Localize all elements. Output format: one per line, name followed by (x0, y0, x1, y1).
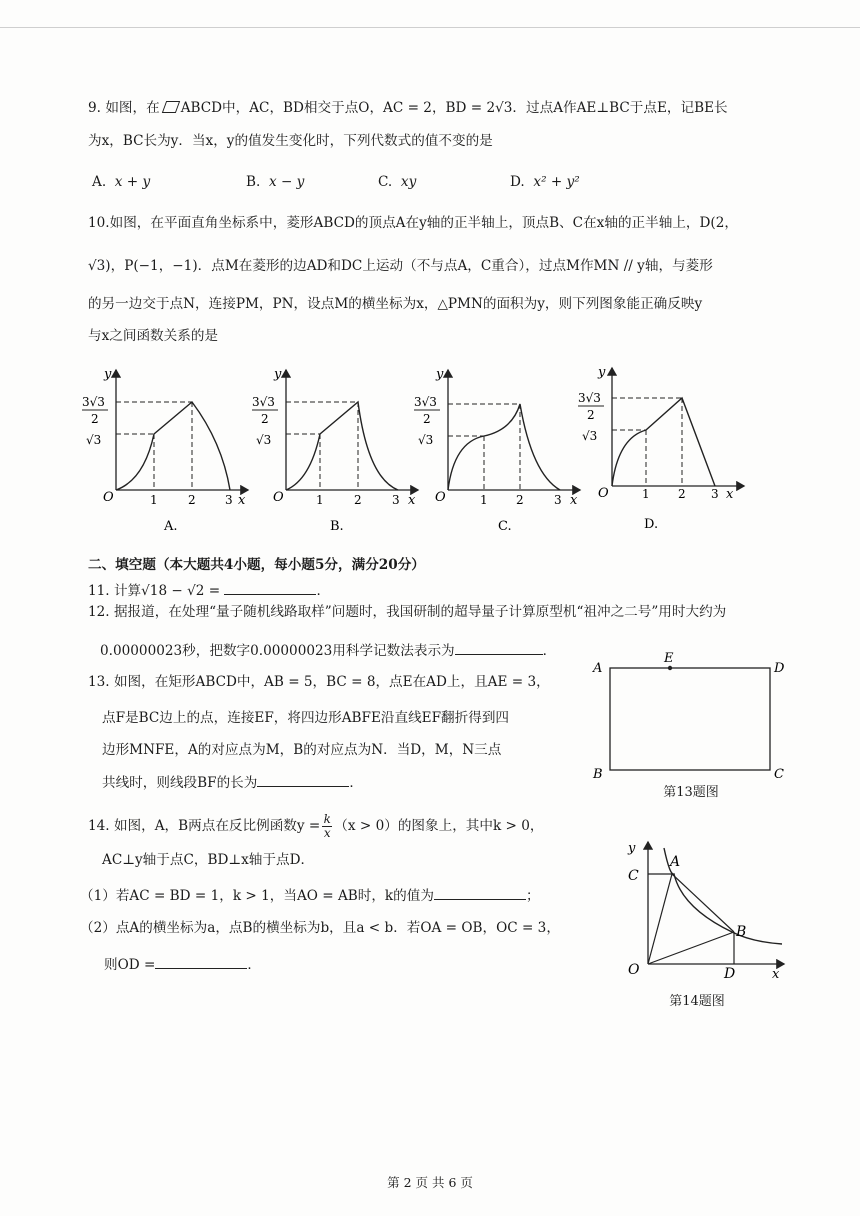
q14-caption: 第14题图 (669, 994, 725, 1009)
page-top-rule (0, 27, 860, 28)
q9-option-a: A. x + y (92, 174, 151, 190)
svg-text:x: x (772, 967, 780, 982)
svg-text:B.: B. (330, 519, 344, 534)
q10-line3: 的另一边交于点N，连接PM，PN，设点M的横坐标为x，△PMN的面积为y，则下列图象能正确反映y (88, 296, 703, 312)
svg-text:y: y (274, 367, 282, 382)
svg-text:3: 3 (554, 493, 562, 507)
svg-text:x: x (238, 493, 246, 508)
svg-text:1: 1 (316, 493, 324, 507)
svg-text:x: x (408, 493, 416, 508)
q10-line2: √3)，P(−1，−1)．点M在菱形的边AD和DC上运动（不与点A，C重合），过点M作MN // y轴，与菱形 (88, 258, 713, 274)
svg-text:3√3: 3√3 (414, 395, 437, 409)
svg-text:√3: √3 (582, 429, 598, 443)
q10-graph-c (414, 362, 590, 538)
q9-option-d: D. x² + y² (510, 174, 580, 190)
q14-part1-answer-blank[interactable] (434, 885, 526, 900)
q13-answer-blank[interactable] (257, 772, 349, 787)
svg-text:2: 2 (516, 493, 524, 507)
svg-text:2: 2 (261, 412, 269, 426)
q10-line1: 10.如图，在平面直角坐标系中，菱形ABCD的顶点A在y轴的正半轴上，顶点B、C在x轴的正半轴上，D(2， (88, 215, 738, 231)
svg-text:√3: √3 (86, 433, 102, 447)
q14-part1: （1）若AC = BD = 1，k > 1，当AO = AB时，k的值为 ； (80, 885, 540, 906)
svg-text:D.: D. (644, 517, 659, 532)
q14-part2-tail: 则OD = ． (104, 954, 261, 975)
svg-text:√3: √3 (418, 433, 434, 447)
q9-line2: 为x，BC长为y．当x，y的值发生变化时，下列代数式的值不变的是 (88, 133, 493, 149)
svg-text:O: O (435, 490, 446, 505)
q13-caption: 第13题图 (663, 785, 719, 800)
q14-fraction-denominator: x (323, 826, 331, 840)
q9-option-b: B. x − y (246, 174, 305, 190)
svg-text:2: 2 (587, 408, 595, 422)
svg-text:x: x (570, 493, 578, 508)
svg-text:3: 3 (225, 493, 233, 507)
q9-line1: 9. 如图，在 ABCD中，AC，BD相交于点O，AC = 2，BD = 2√3．过点A作AE⊥BC于点E，记BE长 (88, 100, 728, 116)
svg-text:1: 1 (642, 487, 650, 501)
q14-line1: 14. 如图，A，B两点在反比例函数y = $\frac{k}{x}$ （x > 0）的图象上，其中k > 0， (88, 812, 544, 840)
svg-text:3√3: 3√3 (82, 395, 105, 409)
q11: 11. 计算√18 − √2 = ． (88, 580, 330, 601)
svg-text:A.: A. (164, 519, 178, 534)
svg-text:A: A (593, 661, 603, 676)
q12-answer-blank[interactable] (455, 640, 543, 655)
svg-text:O: O (628, 962, 640, 978)
svg-text:y: y (436, 367, 444, 382)
svg-text:A: A (670, 854, 681, 870)
svg-text:y: y (104, 367, 112, 382)
q13-line1: 13. 如图，在矩形ABCD中，AB = 5，BC = 8，点E在AD上，且AE = 3， (88, 674, 550, 690)
q14-part2: （2）点A的横坐标为a，点B的横坐标为b，且a < b．若OA = OB，OC = 3， (80, 920, 560, 936)
svg-text:C: C (628, 868, 639, 884)
svg-text:2: 2 (354, 493, 362, 507)
q13-line4: 共线时，则线段BF的长为 ． (102, 772, 363, 793)
q12-line1: 12. 据报道，在处理“量子随机线路取样”问题时，我国研制的超导量子计算原型机“祖冲之二号”用时大约为 (88, 604, 727, 620)
svg-text:y: y (598, 365, 606, 380)
svg-text:D: D (724, 966, 736, 982)
svg-text:2: 2 (678, 487, 686, 501)
svg-text:B: B (736, 924, 747, 940)
svg-text:C.: C. (498, 519, 512, 534)
svg-text:1: 1 (480, 493, 488, 507)
svg-text:1: 1 (150, 493, 158, 507)
svg-text:2: 2 (423, 412, 431, 426)
svg-text:x: x (726, 487, 734, 502)
svg-text:y: y (628, 841, 636, 856)
q13-figure (588, 650, 798, 782)
q14-part2-answer-blank[interactable] (155, 954, 247, 969)
svg-text:3√3: 3√3 (578, 391, 601, 405)
page-footer: 第 2 页 共 6 页 (387, 1175, 473, 1190)
svg-text:2: 2 (91, 412, 99, 426)
q10-graph-d (578, 362, 754, 538)
svg-text:O: O (273, 490, 284, 505)
q9-option-c: C. xy (378, 174, 417, 190)
parallelogram-icon (162, 101, 180, 113)
q12-line2: 0.00000023秒，把数字0.00000023用科学记数法表示为 ． (100, 640, 556, 661)
svg-text:3: 3 (392, 493, 400, 507)
q13-line3: 边形MNFE，A的对应点为M，B的对应点为N．当D，M，N三点 (102, 742, 502, 758)
section2-title: 二、填空题（本大题共4小题，每小题5分，满分20分） (88, 557, 425, 573)
svg-text:√3: √3 (256, 433, 272, 447)
q10-line4: 与x之间函数关系的是 (88, 328, 219, 344)
q14-line2: AC⊥y轴于点C，BD⊥x轴于点D． (102, 852, 315, 868)
svg-text:O: O (103, 490, 114, 505)
svg-text:D: D (774, 661, 785, 676)
svg-text:3√3: 3√3 (252, 395, 275, 409)
q13-line2: 点F是BC边上的点，连接EF，将四边形ABFE沿直线EF翻折得到四 (102, 710, 510, 726)
svg-text:O: O (598, 486, 609, 501)
svg-text:B: B (593, 767, 603, 782)
q14-fraction-numerator: k (323, 812, 331, 826)
q9-number: 9. (88, 100, 101, 116)
q11-answer-blank[interactable] (224, 580, 316, 595)
svg-text:C: C (774, 767, 784, 782)
svg-text:2: 2 (188, 493, 196, 507)
q10-graph-a (82, 362, 258, 538)
svg-text:3: 3 (711, 487, 719, 501)
svg-text:E: E (664, 651, 674, 666)
q14-figure (612, 836, 792, 986)
q10-graph-b (252, 362, 428, 538)
